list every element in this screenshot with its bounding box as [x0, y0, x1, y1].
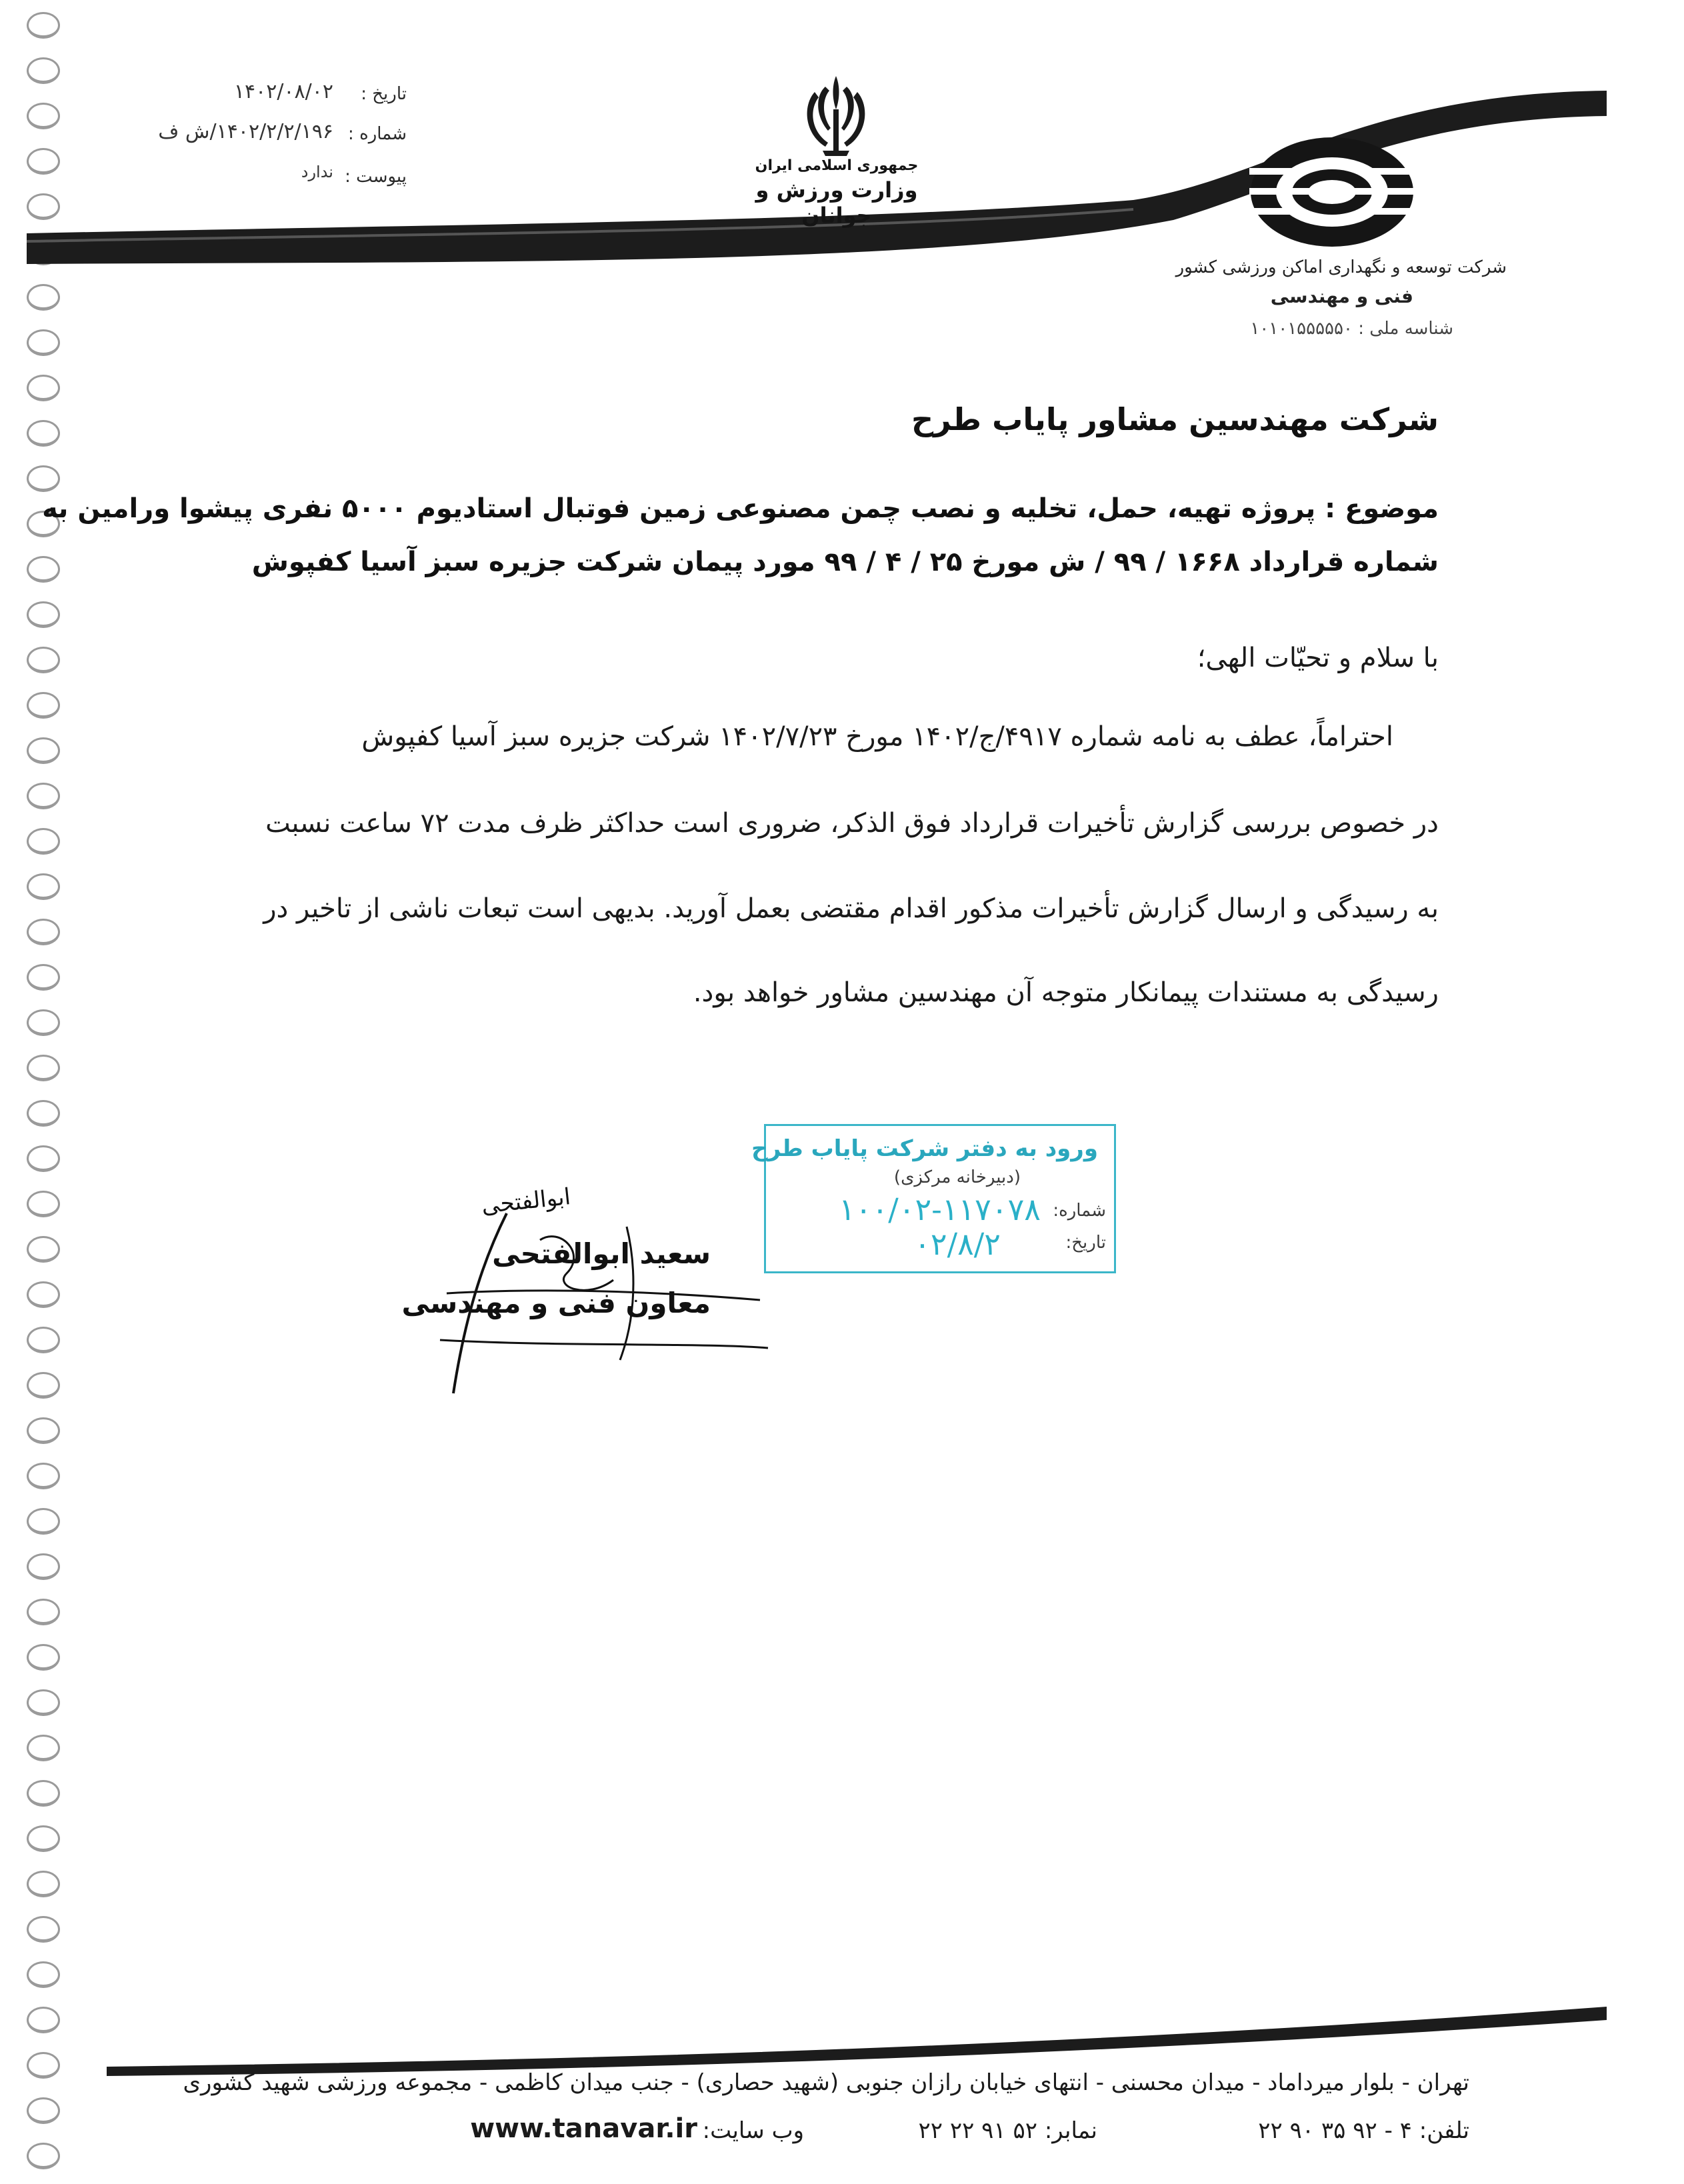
iran-emblem-icon — [796, 72, 876, 159]
binder-hole — [27, 919, 60, 945]
body-line-1: احتراماً، عطف به نامه شماره ۴۹۱۷/ج/۱۴۰۲ مورخ ۱۴۰۲/۷/۲۳ شرکت جزیره سبز آسیا کفپوش — [361, 721, 1393, 752]
binder-hole — [27, 1327, 60, 1353]
stamp-title: ورود به دفتر شرکت پایاب طرح — [751, 1135, 1098, 1162]
binder-hole — [27, 1871, 60, 1897]
binder-hole — [27, 692, 60, 719]
company-national-id: شناسه ملی : ۱۰۱۰۱۵۵۵۵۵۰ — [1250, 319, 1453, 339]
footer-address: تهران - بلوار میرداماد - میدان محسنی - انتهای خیابان رازان جنوبی (شهید حصاری) - جنب میدان کاظمی - مجموعه ورزشی شهید کشوری — [183, 2069, 1469, 2096]
recipient: شرکت مهندسین مشاور پایاب طرح — [911, 401, 1439, 437]
binder-hole — [27, 1055, 60, 1081]
body-line-4: رسیدگی به مستندات پیمانکار متوجه آن مهندسین مشاور خواهد بود. — [693, 977, 1439, 1008]
emblem-caption-1: جمهوری اسلامی ایران — [755, 157, 919, 174]
signer-title: معاون فنی و مهندسی — [401, 1287, 711, 1319]
binder-hole — [27, 737, 60, 764]
binder-hole — [27, 329, 60, 356]
binder-hole — [27, 1644, 60, 1671]
binder-hole — [27, 420, 60, 447]
binder-hole — [27, 1553, 60, 1580]
emblem-caption-2: وزارت ورزش و جوانان — [755, 177, 918, 228]
letter-meta — [100, 80, 407, 200]
attachment-label: پیوست : — [345, 167, 407, 187]
greeting: با سلام و تحیّات الهی؛ — [1197, 643, 1439, 673]
binder-hole — [27, 1100, 60, 1127]
binder-hole — [27, 783, 60, 809]
body-line-3: به رسیدگی و ارسال گزارش تأخیرات مذکور اقدام مقتضی بعمل آورید. بدیهی است تبعات ناشی از تاخیر در — [263, 893, 1439, 924]
binder-hole — [27, 647, 60, 673]
binder-hole — [27, 1735, 60, 1761]
binder-hole — [27, 284, 60, 311]
attachment-value: ندارد — [301, 163, 333, 181]
subject-line-2: شماره قرارداد ۱۶۶۸ / ۹۹ / ش مورخ ۲۵ / ۴ / ۹۹ مورد پیمان شرکت جزیره سبز آسیا کفپوش — [251, 547, 1439, 577]
stamp-subtitle: (دبیرخانه مرکزی) — [893, 1167, 1021, 1187]
binder-hole — [27, 1689, 60, 1716]
number-label: شماره : — [348, 124, 407, 144]
signer-name: سعید ابوالفتحی — [492, 1237, 711, 1270]
binder-hole — [27, 1463, 60, 1489]
binder-hole — [27, 2097, 60, 2124]
binder-hole — [27, 12, 60, 39]
signature-handwriting: ابوالفتحی — [480, 1183, 572, 1219]
footer-phone: تلفن: ۴ - ۹۲ ۳۵ ۹۰ ۲۲ — [1258, 2117, 1469, 2144]
binder-hole — [27, 1145, 60, 1172]
footer-website-label: وب سایت: — [702, 2117, 804, 2144]
footer-website[interactable]: www.tanavar.ir — [470, 2113, 697, 2144]
binder-hole — [27, 1508, 60, 1535]
company-dept: فنی و مهندسی — [1270, 285, 1413, 307]
footer-fax: نمابر: ۵۲ ۹۱ ۲۲ ۲۲ — [918, 2117, 1097, 2144]
binder-hole — [27, 1281, 60, 1308]
binder-hole — [27, 1236, 60, 1263]
binder-hole — [27, 1825, 60, 1852]
binder-holes — [27, 0, 67, 2184]
binder-hole — [27, 1780, 60, 1807]
binder-hole — [27, 465, 60, 492]
date-value: ۱۴۰۲/۰۸/۰۲ — [233, 80, 333, 103]
body-line-2: در خصوص بررسی گزارش تأخیرات قرارداد فوق الذکر، ضروری است حداکثر ظرف مدت ۷۲ ساعت نسبت — [265, 808, 1439, 839]
binder-hole — [27, 1009, 60, 1036]
binder-hole — [27, 1961, 60, 1988]
binder-hole — [27, 2143, 60, 2169]
binder-hole — [27, 1916, 60, 1943]
binder-hole — [27, 601, 60, 628]
binder-hole — [27, 964, 60, 991]
stamp-number-label: شماره: — [1053, 1201, 1106, 1221]
subject-line-1: موضوع : پروژه تهیه، حمل، تخلیه و نصب چمن مصنوعی زمین فوتبال استادیوم ۵۰۰۰ نفری پیشوا ورامین به — [42, 493, 1439, 524]
binder-hole — [27, 1417, 60, 1444]
binder-hole — [27, 873, 60, 900]
binder-hole — [27, 828, 60, 855]
company-logo-icon — [1245, 132, 1419, 252]
stamp-number-value: ۱۰۰/۰۲-۱۱۷۰۷۸ — [839, 1191, 1041, 1227]
binder-hole — [27, 1372, 60, 1399]
stamp-date-label: تاریخ: — [1065, 1233, 1106, 1253]
received-stamp — [751, 1124, 1116, 1273]
binder-hole — [27, 375, 60, 401]
company-name: شرکت توسعه و نگهداری اماکن ورزشی کشور — [1175, 257, 1507, 277]
binder-hole — [27, 1599, 60, 1625]
stamp-date-value: ۰۲/۸/۲ — [914, 1226, 1001, 1262]
date-label: تاریخ : — [361, 84, 407, 104]
binder-hole — [27, 556, 60, 583]
number-value: ۱۴۰۲/۲/۲/۱۹۶/ش ف — [158, 120, 333, 143]
binder-hole — [27, 1191, 60, 1217]
